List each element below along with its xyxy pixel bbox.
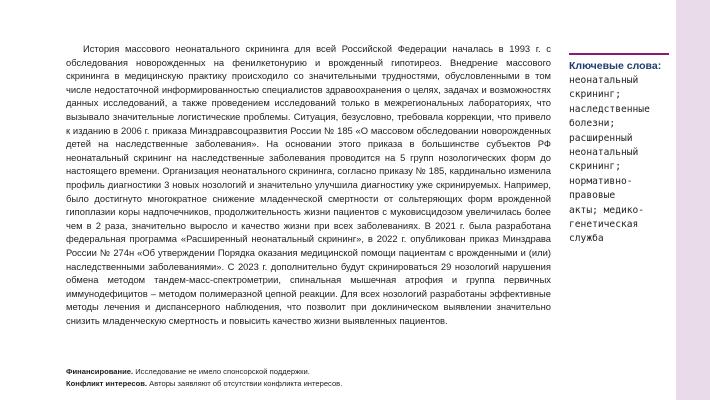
keyword-line: нормативно- [569,175,633,187]
abstract-text: История массового неонатального скрининга для всей Российской Федерации началась в 1993 г. с обследования новорожденных на фенилкетонурию и врожденный гипотиреоз. Внедрение массового скрининга в медицинскую практику происходило со значительными трудностями, обусловленными в том числе недостаточной информированностью специалистов здравоохранения о целях, задачах и возможностях данных исследований, а также проведением исследований только в межрегиональных лабораториях, что вызывало значительные логистические проблемы. Ситуация, безусловно, требовала коррекции, что привело к изданию в 2006 г. приказа Минздравсоцразвития России № 185 «О массовом обследовании новорожденных детей на наследственные заболевания». На основании этого приказа в большинстве субъектов РФ неонатальный скрининг на наследственные заболевания проводится на 5 групп нозологических форм до настоящего времени. Организация неонатального скрининга, согласно приказу № 185, кардинально изменила профиль диагностики 3 новых нозологий и значительно улучшила диагностику уже скринируемых. Например, было достигнуто многократное снижение младенческой смертности от сольтеряющих форм врожденной гипоплазии коры надпочечников, продолжительность жизни пациентов с муковисцидозом увеличилась более чем в 2 раза, значительно выросло и качество жизни при всех заболеваниях. В 2021 г. была разработана федеральная программа «Расширенный неонатальный скрининг», в 2022 г. опубликован приказ Минздрава России № 274н «Об утверждении Порядка оказания медицинской помощи пациентам с врожденными и (или) наследственными заболеваниями». С 2023 г. дополнительно будут скринироваться 29 нозологий нарушения обмена методом тандем-масс-спектрометрии, спинальная мышечная атрофия и группа первичных иммунодефицитов – методом полимеразной цепной реакции. Для всех нозологий разработаны эффективные методы лечения и диспансерного наблюдения, что позволит при доклиническом выявлении значительно снизить младенческую смертность и повысить качество жизни выявленных пациентов. [66,43,551,326]
keyword-line: генетическая [569,219,639,231]
conflict-text: Авторы заявляют об отсутствии конфликта интересов. [147,379,343,388]
article-notes [66,366,551,390]
keywords-rule [569,53,669,55]
keyword-line: расширенный [569,132,633,144]
conflict-label: Конфликт интересов. [66,379,148,388]
keyword-line: служба [569,233,604,245]
keyword-line: неонатальный [569,75,639,86]
keyword-line: болезни; [569,118,616,130]
abstract-column [66,42,551,327]
keywords-panel [569,53,669,247]
keyword-line: скрининг; [569,89,621,101]
keyword-line: наследственные [569,103,650,115]
decorative-side-stripe [676,0,710,400]
funding-text: Исследование не имело спонсорской поддержки. [133,367,310,376]
keyword-line: акты; медико- [569,204,645,216]
keyword-line: неонатальный [569,147,639,159]
funding-note [66,366,551,378]
conflict-note [66,378,551,390]
keyword-line: скрининг; [569,161,621,173]
funding-label: Финансирование. [66,367,134,376]
keywords-list [569,74,669,247]
keyword-line: правовые [569,190,616,202]
keywords-title: Ключевые слова: [569,60,662,72]
